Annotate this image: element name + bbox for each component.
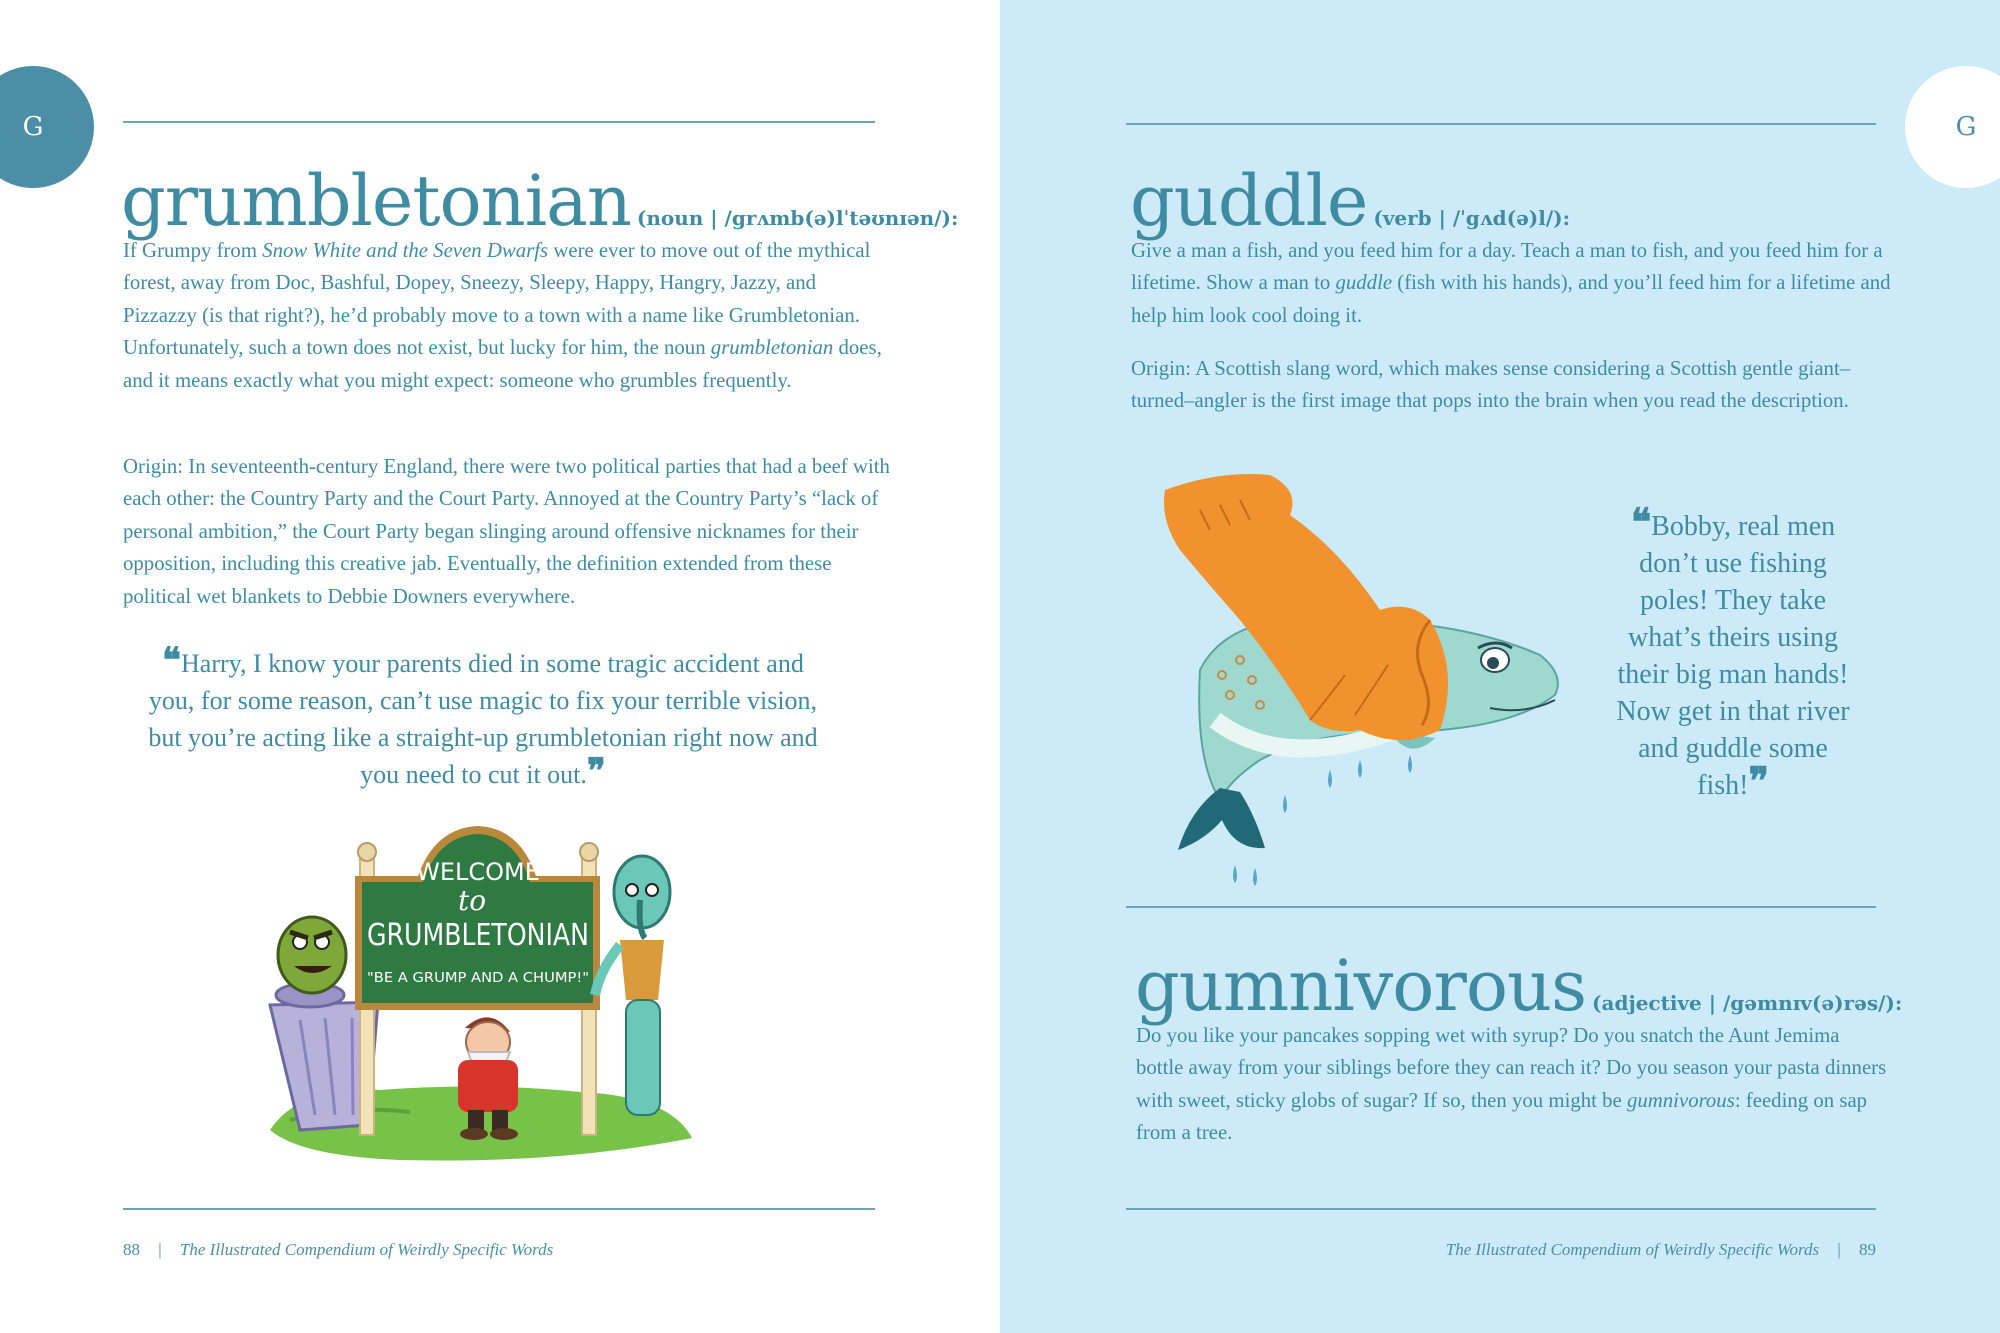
header-rule <box>1126 123 1876 125</box>
section-letter: G <box>22 112 44 142</box>
headword: grumbletonian <box>121 160 631 242</box>
section-letter: G <box>1955 112 1977 142</box>
definition-paragraph: Give a man a fish, and you feed him for a day. Teach a man to fish, and you feed him for a lifetime. Show a man to guddle (fish with his hands), and you’ll feed him for a lifetime and help him look cool doing it. <box>1131 239 1891 327</box>
page-footer-left <box>123 1240 553 1260</box>
page-footer-right <box>1446 1240 1876 1260</box>
close-quote-icon: ❞ <box>586 751 606 792</box>
headword: gumnivorous <box>1135 945 1587 1027</box>
sign-welcome-text: WELCOME <box>416 858 540 886</box>
pronunciation: (adjective | /gəmnɪv(ə)rəs/): <box>1592 991 1903 1015</box>
quote-text: Bobby, real men don’t use fishing poles! They take what’s theirs using their big man hands! Now get in that river and guddle some fish! <box>1616 511 1850 801</box>
entry-divider-rule <box>1126 906 1876 908</box>
footer-separator: | <box>1837 1240 1841 1259</box>
footer-rule <box>123 1208 875 1210</box>
sign-town-name: GRUMBLETONIAN <box>367 918 589 953</box>
page-number: 89 <box>1859 1240 1876 1259</box>
guddle-fish-illustration <box>1160 470 1590 890</box>
close-quote-icon: ❞ <box>1748 759 1769 803</box>
entry-grumbletonian <box>121 160 958 242</box>
open-quote-icon: ❝ <box>1630 500 1652 544</box>
definition-paragraph: If Grumpy from Snow White and the Seven Dwarfs were ever to move out of the mythical forest, away from Doc, Bashful, Dopey, Sneezy, Sleepy, Happy, Hangry, Jazzy, and Pizzazzy (is that right?), he’d probably move to a town with a name like Grumbletonian. Unfortunately, such a town does not exist, but lucky for him, the noun grumbletonian does, and it means exactly what you might expect: someone who grumbles frequently. <box>123 239 882 392</box>
headword: guddle <box>1130 160 1368 242</box>
pull-quote <box>1605 500 1861 804</box>
definition-paragraph: Do you like your pancakes sopping wet with syrup? Do you snatch the Aunt Jemima bottle away from your siblings before they can reach it? Do you season your pasta dinners with sweet, sticky globs of sugar? If so, then you might be gumnivorous: feeding on sap from a tree. <box>1136 1024 1887 1145</box>
section-tab-left <box>0 66 94 188</box>
entry-gumnivorous <box>1135 945 1902 1027</box>
book-title: The Illustrated Compendium of Weirdly Specific Words <box>1445 1240 1820 1259</box>
sign-to-text: to <box>457 884 487 917</box>
quote-text: Harry, I know your parents died in some tragic accident and you, for some reason, can’t use magic to fix your terrible vision, but you’re acting like a straight-up grumbletonian right now and you need to cut it out. <box>148 649 818 789</box>
open-quote-icon: ❝ <box>162 640 182 681</box>
grumbletonian-sign-illustration <box>260 820 700 1170</box>
section-tab-right <box>1905 66 2000 188</box>
origin-paragraph: Origin: In seventeenth-century England, there were two political parties that had a beef with each other: the Country Party and the Court Party. Annoyed at the Country Party’s “lack of personal ambition,” the Court Party began slinging around offensive nicknames for their opposition, including this creative jab. Eventually, the definition extended from these political wet blankets to Debbie Downers everywhere. <box>123 455 890 608</box>
pull-quote <box>148 640 818 793</box>
entry-guddle <box>1130 160 1570 242</box>
footer-separator: | <box>158 1240 162 1259</box>
book-title: The Illustrated Compendium of Weirdly Specific Words <box>179 1240 554 1259</box>
page-number: 88 <box>123 1240 140 1259</box>
origin-paragraph: Origin: A Scottish slang word, which makes sense considering a Scottish gentle giant–turned–angler is the first image that pops into the brain when you read the description. <box>1131 357 1851 413</box>
header-rule <box>123 121 875 123</box>
pronunciation: (verb | /ˈgʌd(ə)l/): <box>1373 206 1570 230</box>
sign-motto: "BE A GRUMP AND A CHUMP!" <box>367 971 589 986</box>
pronunciation: (noun | /grʌmb(ə)lˈtəʊnɪən/): <box>636 206 959 230</box>
footer-rule <box>1126 1208 1876 1210</box>
right-page <box>1000 0 2000 1333</box>
